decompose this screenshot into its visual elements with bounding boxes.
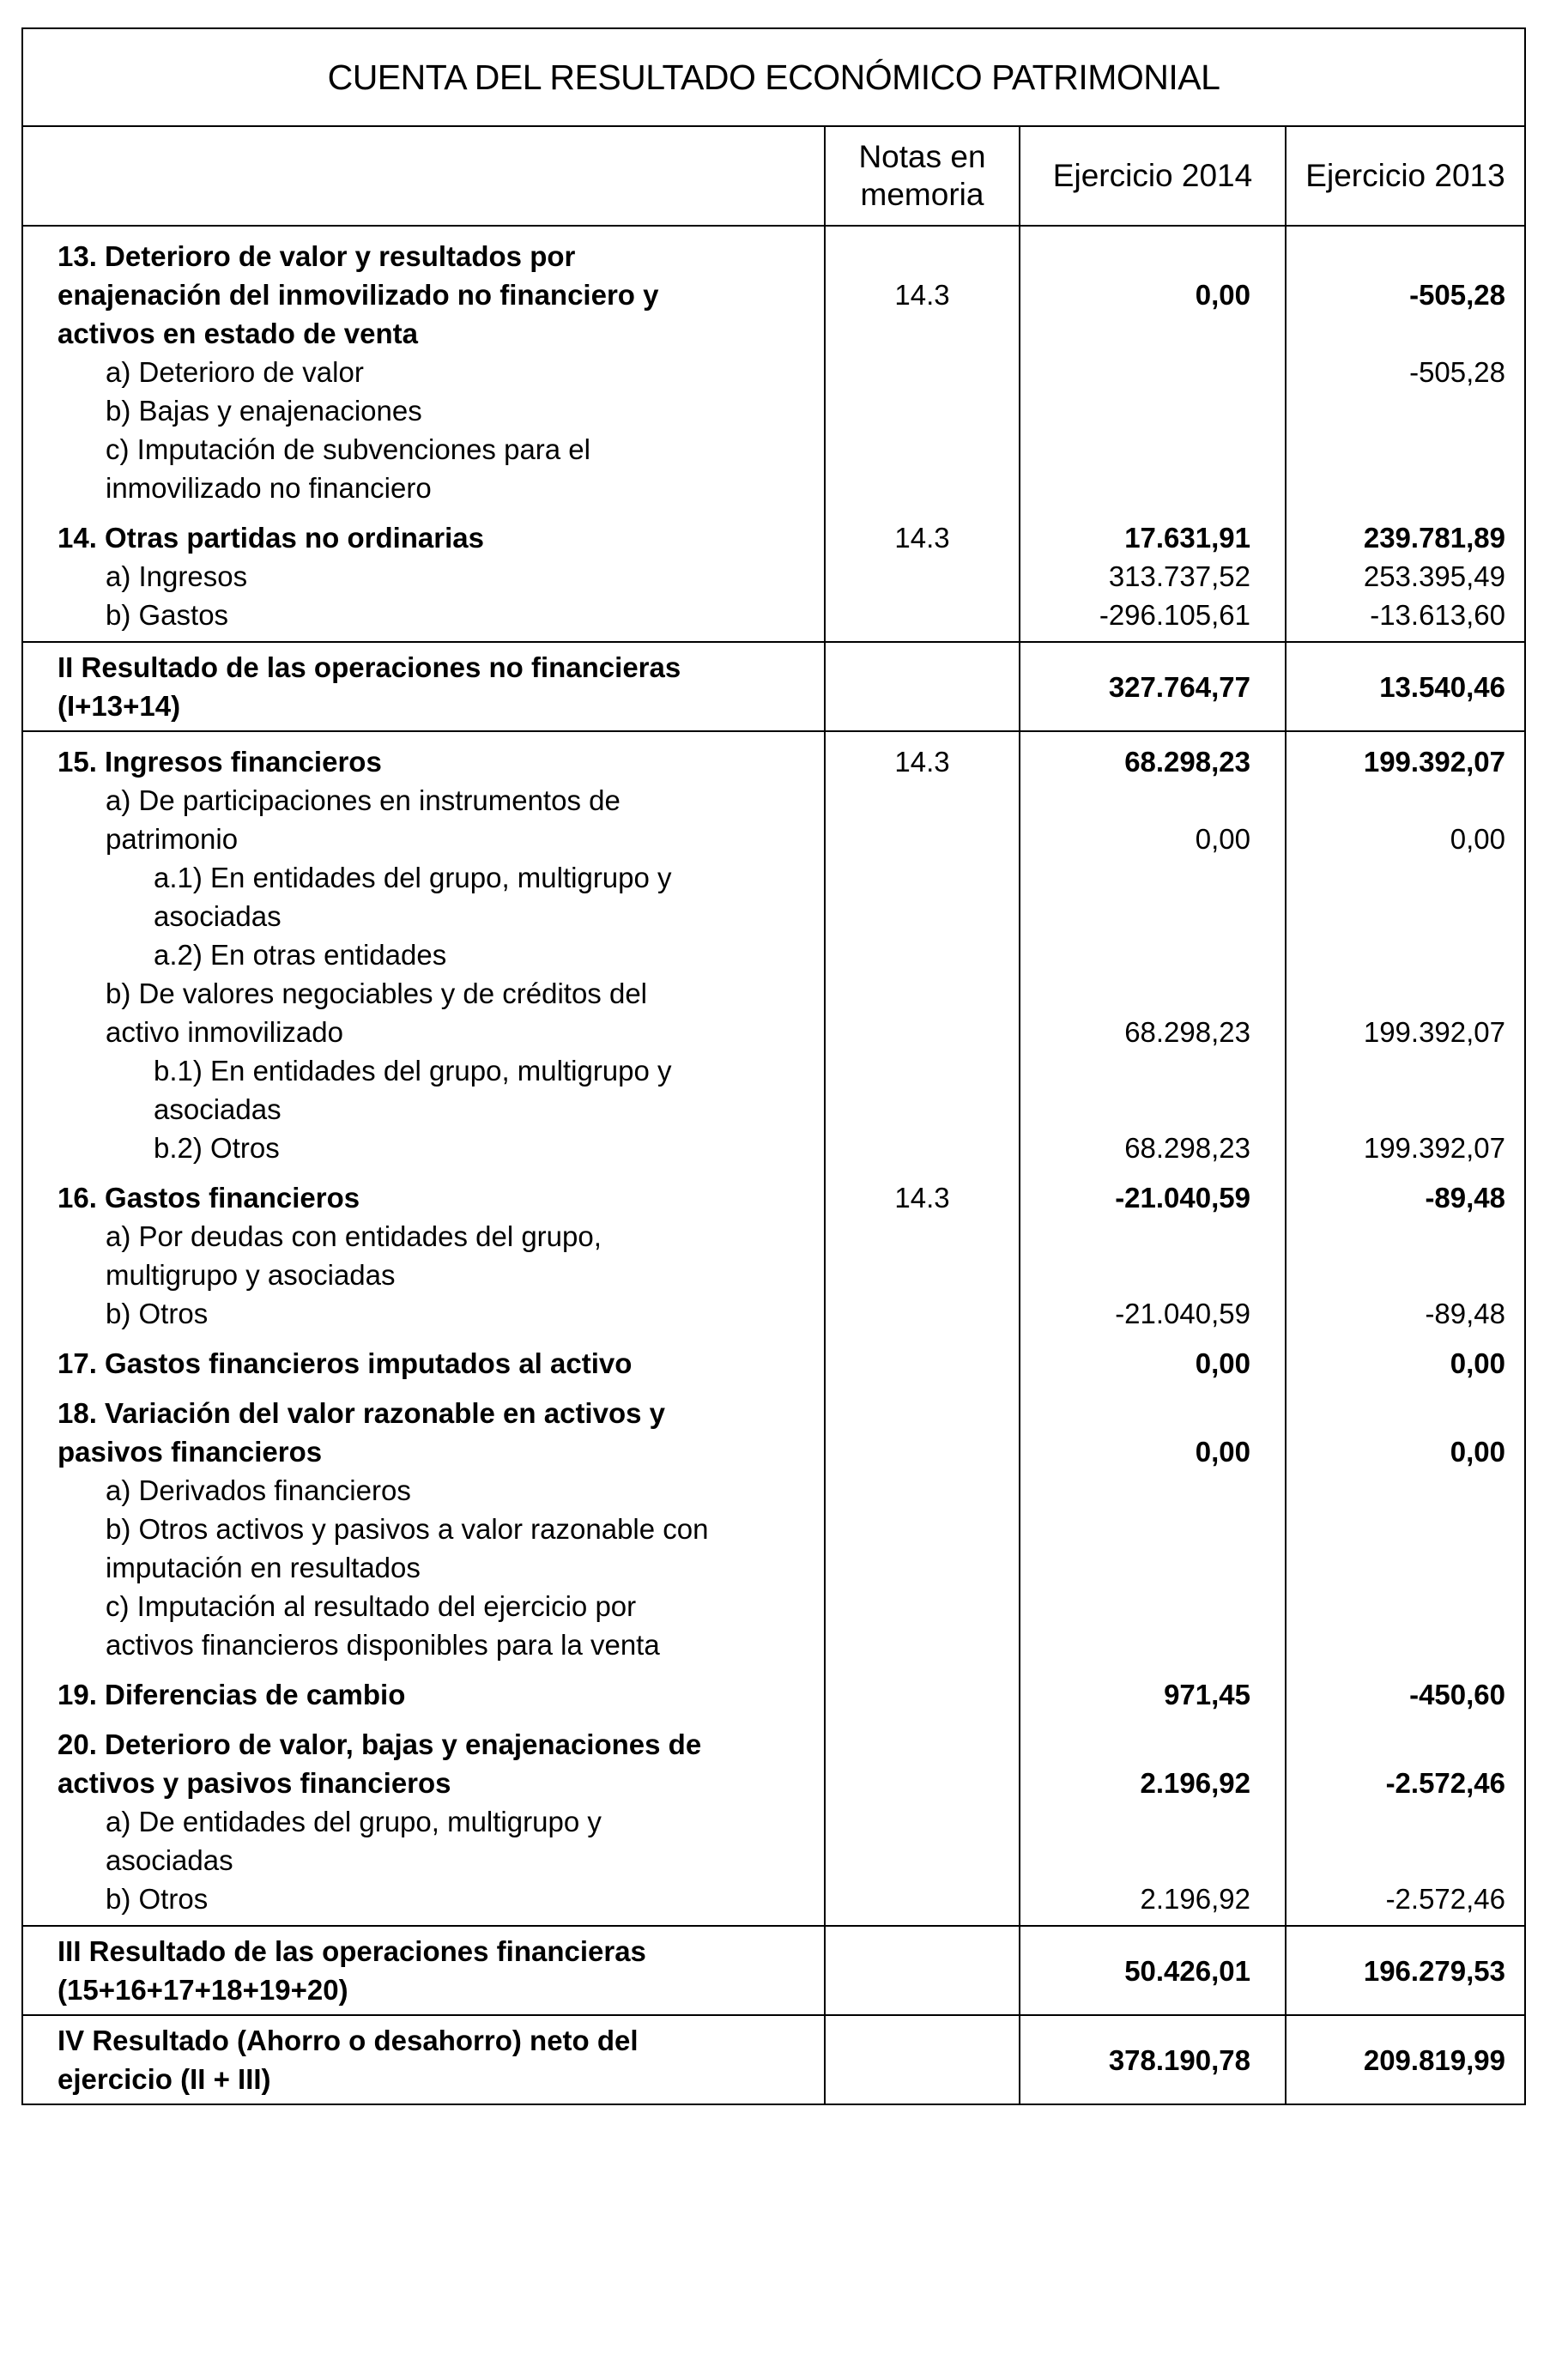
item-16b-value-2014: -21.040,59 [1115, 1298, 1250, 1329]
item-15a-label: patrimonio [106, 823, 239, 855]
item-15b-value-2014: 68.298,23 [1124, 1016, 1250, 1048]
item-14a-value-2013: 253.395,49 [1363, 560, 1506, 592]
item-13b-label: b) Bajas y enajenaciones [106, 395, 422, 427]
header-notas [825, 126, 1020, 226]
subtotal-iii-value-2013: 196.279,53 [1286, 1926, 1525, 2015]
item-18-value-2014: 0,00 [1195, 1436, 1250, 1468]
item-17-value-2013: 0,00 [1450, 1347, 1506, 1379]
item-15b1-label: b.1) En entidades del grupo, multigrupo y [154, 1055, 672, 1087]
item-14a-value-2014: 313.737,52 [1108, 560, 1250, 592]
total-iv-note [825, 2015, 1020, 2104]
block-15-20 [22, 731, 1525, 1926]
item-16-note: 14.3 [894, 1182, 950, 1214]
item-14b-value-2013: -13.613,60 [1370, 599, 1506, 631]
item-18b-label: b) Otros activos y pasivos a valor razonable con [106, 1513, 709, 1545]
item-15a1-label: a.1) En entidades del grupo, multigrupo y [154, 862, 672, 893]
item-18a-label: a) Derivados financieros [106, 1474, 411, 1506]
item-13-note: 14.3 [894, 279, 950, 311]
item-19-value-2013: -450,60 [1409, 1679, 1506, 1710]
item-14-value-2014: 17.631,91 [1124, 522, 1250, 554]
item-15a-value-2014: 0,00 [1195, 823, 1250, 855]
item-15b1-label: asociadas [154, 1093, 282, 1125]
subtotal-iii-value-2014: 50.426,01 [1020, 1926, 1286, 2015]
item-16a-label: multigrupo y asociadas [106, 1259, 396, 1291]
item-14-note: 14.3 [894, 522, 950, 554]
total-iv-value-2013: 209.819,99 [1286, 2015, 1525, 2104]
item-15a-label: a) De participaciones en instrumentos de [106, 784, 621, 816]
item-15a2-label: a.2) En otras entidades [154, 939, 447, 971]
item-20-label: activos y pasivos financieros [58, 1767, 451, 1799]
item-18-label: 18. Variación del valor razonable en activos y [58, 1397, 665, 1429]
item-20-label: 20. Deterioro de valor, bajas y enajenaciones de [58, 1728, 702, 1760]
item-16b-value-2013: -89,48 [1425, 1298, 1506, 1329]
subtotal-ii-label-line2: (I+13+14) [58, 690, 181, 722]
item-18-value-2013: 0,00 [1450, 1436, 1506, 1468]
item-13a-label: a) Deterioro de valor [106, 356, 364, 388]
header-concept [22, 126, 825, 226]
item-13-label: activos en estado de venta [58, 318, 418, 349]
item-16-value-2014: -21.040,59 [1115, 1182, 1250, 1214]
item-15b2-value-2014: 68.298,23 [1124, 1132, 1250, 1164]
item-16a-label: a) Por deudas con entidades del grupo, [106, 1220, 602, 1252]
total-iv-label [22, 2015, 825, 2104]
item-14-value-2013: 239.781,89 [1363, 522, 1506, 554]
subtotal-ii-value-2014: 327.764,77 [1020, 642, 1286, 731]
total-iv-label-line1: IV Resultado (Ahorro o desahorro) neto del [58, 2025, 639, 2056]
item-15-label: 15. Ingresos financieros [58, 746, 382, 778]
item-18-label: pasivos financieros [58, 1436, 323, 1468]
subtotal-iii-label-line1: III Resultado de las operaciones financieras [58, 1935, 646, 1967]
item-13c-label: inmovilizado no financiero [106, 472, 432, 504]
block-15-20-labels [22, 731, 825, 1926]
item-20b-value-2014: 2.196,92 [1140, 1883, 1250, 1915]
item-14a-label: a) Ingresos [106, 560, 248, 592]
total-iv-label-line2: ejercicio (II + III) [58, 2063, 271, 2095]
item-15b2-value-2013: 199.392,07 [1363, 1132, 1506, 1164]
item-20b-value-2013: -2.572,46 [1385, 1883, 1506, 1915]
item-16-value-2013: -89,48 [1425, 1182, 1506, 1214]
subtotal-ii-label [22, 642, 825, 731]
item-20a-label: asociadas [106, 1844, 233, 1876]
item-15b-label: activo inmovilizado [106, 1016, 343, 1048]
subtotal-ii-row [22, 642, 1525, 731]
header-row [22, 126, 1525, 226]
subtotal-iii-label [22, 1926, 825, 2015]
item-16b-label: b) Otros [106, 1298, 209, 1329]
item-16-label: 16. Gastos financieros [58, 1182, 360, 1214]
item-18c-label: activos financieros disponibles para la venta [106, 1629, 660, 1661]
header-ejercicio-2013: Ejercicio 2013 [1286, 126, 1525, 226]
item-19-value-2014: 971,45 [1164, 1679, 1250, 1710]
total-iv-row [22, 2015, 1525, 2104]
statement-title: CUENTA DEL RESULTADO ECONÓMICO PATRIMONIAL [22, 28, 1525, 126]
block-13-14-2014 [1020, 226, 1286, 642]
item-13-label: 13. Deterioro de valor y resultados por [58, 240, 576, 272]
title-row [22, 28, 1525, 126]
item-20a-label: a) De entidades del grupo, multigrupo y [106, 1806, 602, 1837]
item-15b-label: b) De valores negociables y de créditos del [106, 978, 648, 1009]
subtotal-ii-note [825, 642, 1020, 731]
block-13-14-labels [22, 226, 825, 642]
item-20b-label: b) Otros [106, 1883, 209, 1915]
income-statement-table [21, 27, 1526, 2105]
item-18c-label: c) Imputación al resultado del ejercicio por [106, 1590, 637, 1622]
item-13b-value-2013: -505,28 [1409, 356, 1506, 388]
item-15-note: 14.3 [894, 746, 950, 778]
item-15a1-label: asociadas [154, 900, 282, 932]
block-15-20-2013 [1286, 731, 1525, 1926]
subtotal-iii-label-line2: (15+16+17+18+19+20) [58, 1974, 348, 2006]
item-14b-label: b) Gastos [106, 599, 229, 631]
block-13-14-2013 [1286, 226, 1525, 642]
item-13-value-2014: 0,00 [1195, 279, 1250, 311]
item-13-value-2013: -505,28 [1409, 279, 1506, 311]
block-13-14-notes [825, 226, 1020, 642]
subtotal-ii-value-2013: 13.540,46 [1286, 642, 1525, 731]
item-15b2-label: b.2) Otros [154, 1132, 280, 1164]
item-19-label: 19. Diferencias de cambio [58, 1679, 406, 1710]
header-notas-line2: memoria [860, 177, 984, 212]
item-15b-value-2013: 199.392,07 [1363, 1016, 1506, 1048]
subtotal-ii-label-line1: II Resultado de las operaciones no financieras [58, 651, 681, 683]
block-15-20-2014 [1020, 731, 1286, 1926]
item-14b-value-2014: -296.105,61 [1099, 599, 1250, 631]
block-15-20-notes [825, 731, 1020, 1926]
item-13c-label: c) Imputación de subvenciones para el [106, 433, 590, 465]
header-notas-line1: Notas en [858, 139, 986, 174]
item-15-value-2013: 199.392,07 [1363, 746, 1506, 778]
item-20-value-2013: -2.572,46 [1385, 1767, 1506, 1799]
subtotal-iii-row [22, 1926, 1525, 2015]
item-18b-label: imputación en resultados [106, 1552, 421, 1583]
item-17-label: 17. Gastos financieros imputados al activo [58, 1347, 633, 1379]
item-13-label: enajenación del inmovilizado no financiero y [58, 279, 659, 311]
item-14-label: 14. Otras partidas no ordinarias [58, 522, 484, 554]
total-iv-value-2014: 378.190,78 [1020, 2015, 1286, 2104]
header-ejercicio-2014: Ejercicio 2014 [1020, 126, 1286, 226]
subtotal-iii-note [825, 1926, 1020, 2015]
item-15a-value-2013: 0,00 [1450, 823, 1506, 855]
item-15-value-2014: 68.298,23 [1124, 746, 1250, 778]
item-20-value-2014: 2.196,92 [1140, 1767, 1250, 1799]
income-statement [21, 27, 1524, 2105]
item-17-value-2014: 0,00 [1195, 1347, 1250, 1379]
block-13-14 [22, 226, 1525, 642]
